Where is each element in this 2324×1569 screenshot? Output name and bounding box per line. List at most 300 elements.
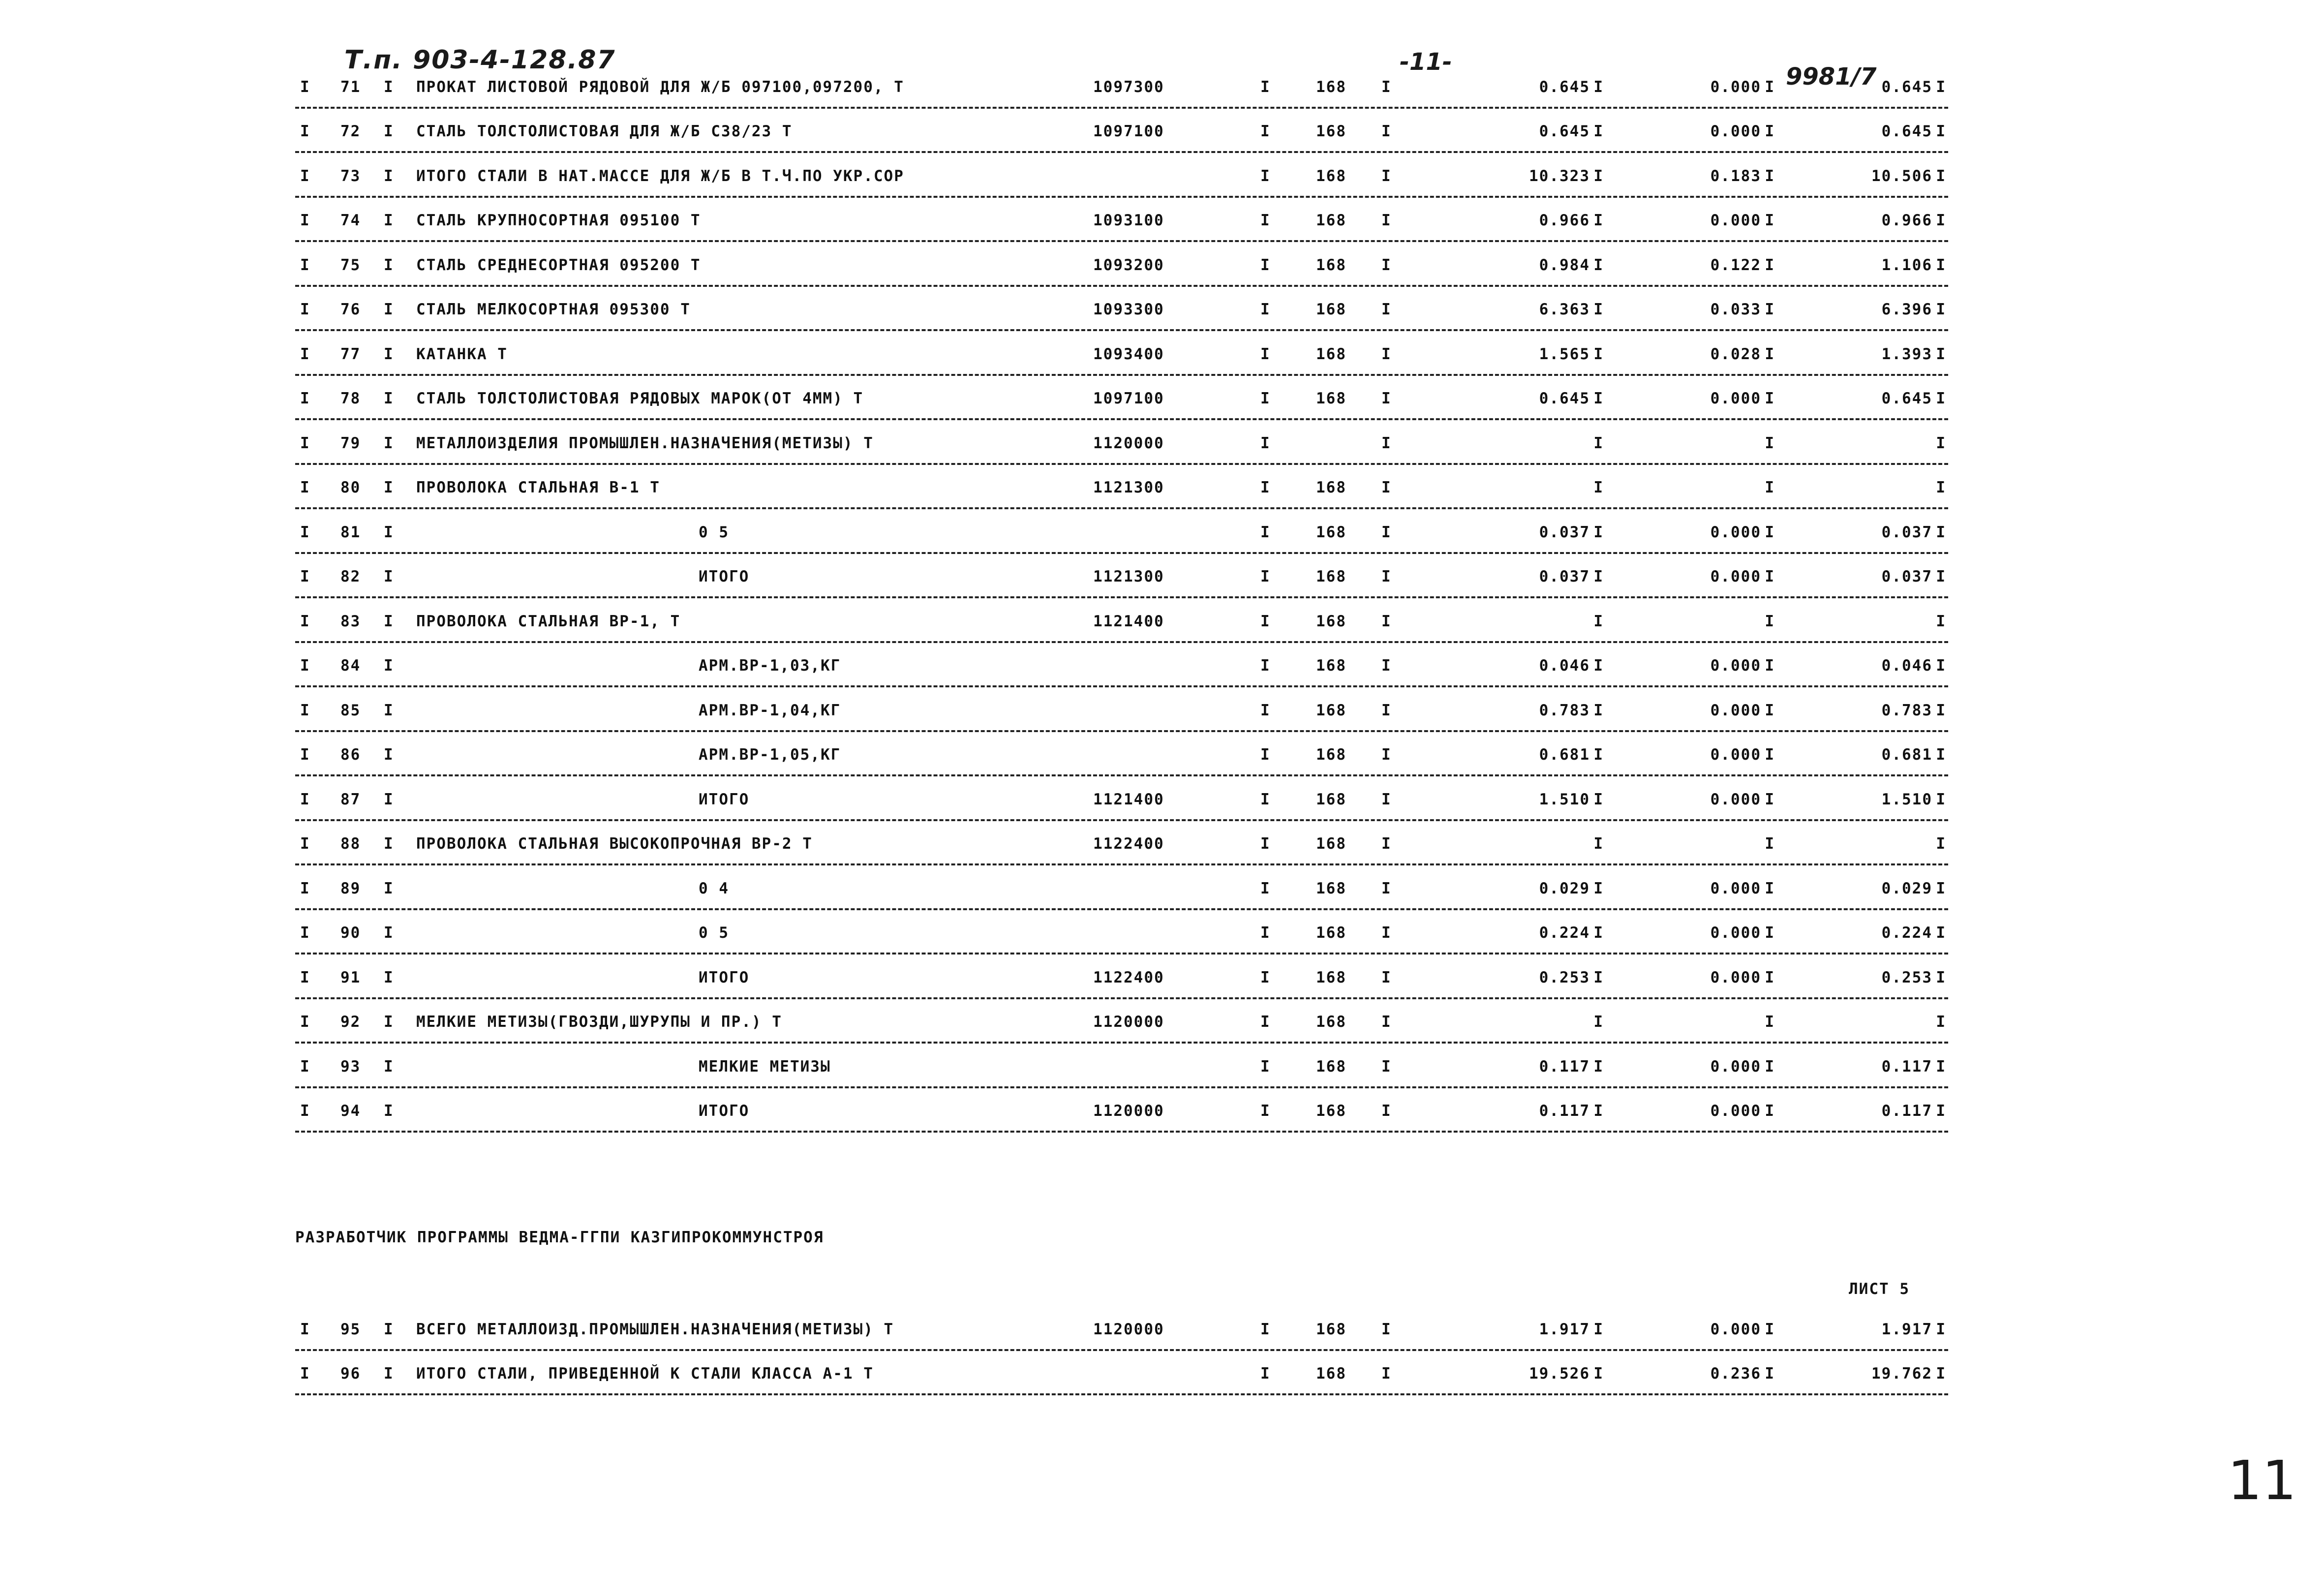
duration-value: 168 [1316,1365,1346,1383]
material-name: ИТОГО СТАЛИ В НАТ.МАССЕ ДЛЯ Ж/Б В Т.Ч.ПО УКР.СОР [416,167,904,185]
row-number: 74 [340,212,361,229]
column-separator: I [1765,835,1775,853]
quantity-extra: 0.236 [1710,1365,1761,1383]
column-separator: I [300,434,310,452]
column-separator: I [300,256,310,274]
row-number: 76 [340,301,361,318]
column-separator: I [300,479,310,496]
duration-value: 168 [1316,701,1346,719]
duration-value: 168 [1316,390,1346,407]
column-separator: I [1381,1013,1392,1031]
column-separator: I [1936,701,1946,719]
column-separator: I [1381,568,1392,585]
column-separator: I [1936,1013,1946,1031]
row-number: 80 [340,479,361,496]
column-separator: I [1765,1320,1775,1338]
column-separator: I [1260,523,1271,541]
table-row [295,776,1948,821]
column-separator: I [300,701,310,719]
table-row [295,109,1948,154]
column-separator: I [1593,345,1604,363]
column-separator: I [384,479,394,496]
table-row [295,999,1948,1044]
material-code: 1093300 [1093,301,1164,318]
material-code: 1120000 [1093,434,1164,452]
quantity-total: 0.029 [1881,879,1932,897]
row-number: 78 [340,390,361,407]
column-separator: I [1260,568,1271,585]
page-marker: -11- [1400,48,1452,76]
row-number: 75 [340,256,361,274]
quantity-extra: 0.028 [1710,345,1761,363]
quantity-extra: 0.000 [1710,968,1761,986]
column-separator: I [1260,612,1271,630]
table-row [295,687,1948,732]
row-number: 72 [340,123,361,140]
column-separator: I [300,657,310,675]
material-name: ИТОГО [699,1102,750,1120]
row-number: 92 [340,1013,361,1031]
column-separator: I [1593,1057,1604,1076]
column-separator: I [384,612,394,630]
column-separator: I [300,835,310,853]
row-number: 95 [340,1320,361,1338]
column-separator: I [1765,523,1775,541]
quantity-main: 0.037 [1539,568,1590,585]
column-separator: I [384,746,394,764]
column-separator: I [1765,78,1775,96]
table-row [295,509,1948,554]
column-separator: I [1381,434,1392,452]
material-code: 1120000 [1093,1102,1164,1120]
column-separator: I [1381,1102,1392,1120]
column-separator: I [1381,879,1392,897]
material-code: 1121300 [1093,479,1164,496]
column-separator: I [1381,123,1392,140]
quantity-extra: 0.000 [1710,523,1761,541]
material-name: СТАЛЬ ТОЛСТОЛИСТОВАЯ ДЛЯ Ж/Б С38/23 Т [416,123,793,140]
material-code: 1120000 [1093,1013,1164,1031]
quantity-total: 19.762 [1871,1365,1932,1383]
column-separator: I [1260,968,1271,986]
column-separator: I [1260,1057,1271,1076]
material-name: СТАЛЬ МЕЛКОСОРТНАЯ 095300 Т [416,301,691,318]
column-separator: I [1381,924,1392,942]
column-separator: I [384,968,394,986]
duration-value: 168 [1316,1057,1346,1076]
quantity-main: 0.117 [1539,1102,1590,1120]
column-separator: I [1765,256,1775,274]
material-name: ПРОВОЛОКА СТАЛЬНАЯ ВР-1, Т [416,612,681,630]
row-number: 86 [340,746,361,764]
column-separator: I [384,701,394,719]
quantity-extra: 0.000 [1710,746,1761,764]
column-separator: I [1381,345,1392,363]
column-separator: I [1260,212,1271,229]
column-separator: I [1936,1102,1946,1120]
materials-table-top [295,64,1948,1133]
column-separator: I [1381,78,1392,96]
duration-value: 168 [1316,879,1346,897]
material-code: 1121400 [1093,790,1164,808]
column-separator: I [1593,434,1604,452]
quantity-main: 10.323 [1529,167,1590,185]
quantity-total: 0.253 [1881,968,1932,986]
column-separator: I [1936,479,1946,496]
column-separator: I [1381,390,1392,407]
column-separator: I [1936,212,1946,229]
duration-value: 168 [1316,568,1346,585]
quantity-main: 1.565 [1539,345,1590,363]
quantity-total: 0.645 [1881,390,1932,407]
column-separator: I [300,968,310,986]
quantity-total: 0.224 [1881,924,1932,942]
quantity-total: 10.506 [1871,167,1932,185]
duration-value: 168 [1316,479,1346,496]
duration-value: 168 [1316,835,1346,853]
duration-value: 168 [1316,790,1346,808]
row-number: 79 [340,434,361,452]
row-number: 71 [340,78,361,96]
column-separator: I [1593,1320,1604,1338]
material-name: ИТОГО СТАЛИ, ПРИВЕДЕННОЙ К СТАЛИ КЛАССА А-1 Т [416,1365,874,1383]
material-code: 1122400 [1093,835,1164,853]
column-separator: I [1936,1320,1946,1338]
material-code: 1121300 [1093,568,1164,585]
quantity-main: 0.645 [1539,78,1590,96]
material-name: 0 4 [699,879,729,897]
column-separator: I [1260,479,1271,496]
column-separator: I [1936,835,1946,853]
duration-value: 168 [1316,301,1346,318]
column-separator: I [1936,924,1946,942]
column-separator: I [1936,345,1946,363]
quantity-total: 0.645 [1881,78,1932,96]
column-separator: I [1381,968,1392,986]
column-separator: I [300,1057,310,1076]
row-number: 91 [340,968,361,986]
column-separator: I [1260,790,1271,808]
row-number: 94 [340,1102,361,1120]
column-separator: I [1936,123,1946,140]
material-name: ИТОГО [699,568,750,585]
column-separator: I [1593,746,1604,764]
column-separator: I [1765,301,1775,318]
column-separator: I [1381,167,1392,185]
column-separator: I [1765,701,1775,719]
row-number: 96 [340,1365,361,1383]
quantity-main: 1.917 [1539,1320,1590,1338]
material-name: СТАЛЬ СРЕДНЕСОРТНАЯ 095200 Т [416,256,701,274]
column-separator: I [300,523,310,541]
column-separator: I [1765,790,1775,808]
material-code: 1097300 [1093,78,1164,96]
quantity-main: 0.224 [1539,924,1590,942]
column-separator: I [384,1320,394,1338]
column-separator: I [1381,301,1392,318]
row-number: 82 [340,568,361,585]
column-separator: I [1260,1102,1271,1120]
row-number: 83 [340,612,361,630]
column-separator: I [1260,924,1271,942]
column-separator: I [384,879,394,897]
column-separator: I [1593,123,1604,140]
quantity-main: 0.783 [1539,701,1590,719]
row-number: 87 [340,790,361,808]
column-separator: I [1381,256,1392,274]
quantity-main: 0.037 [1539,523,1590,541]
column-separator: I [1593,212,1604,229]
material-name: 0 5 [699,523,729,541]
duration-value: 168 [1316,523,1346,541]
column-separator: I [1593,256,1604,274]
column-separator: I [1260,879,1271,897]
column-separator: I [1593,612,1604,630]
column-separator: I [1593,835,1604,853]
table-row [295,643,1948,688]
table-row [295,1088,1948,1133]
material-name: АРМ.ВР-1,04,КГ [699,701,841,719]
column-separator: I [300,78,310,96]
column-separator: I [1381,523,1392,541]
column-separator: I [1936,1365,1946,1383]
material-name: ПРОКАТ ЛИСТОВОЙ РЯДОВОЙ ДЛЯ Ж/Б 097100,097200, Т [416,78,904,96]
handwritten-corner-mark: 11 [2228,1449,2296,1512]
column-separator: I [1593,479,1604,496]
column-separator: I [1593,879,1604,897]
column-separator: I [384,835,394,853]
table-row [295,376,1948,421]
material-name: СТАЛЬ КРУПНОСОРТНАЯ 095100 Т [416,212,701,229]
quantity-extra: 0.000 [1710,924,1761,942]
column-separator: I [1936,390,1946,407]
quantity-extra: 0.000 [1710,1102,1761,1120]
document-code: Т.п. 903-4-128.87 [344,45,616,75]
column-separator: I [1260,434,1271,452]
column-separator: I [384,657,394,675]
column-separator: I [1765,612,1775,630]
column-separator: I [384,568,394,585]
material-code: 1093200 [1093,256,1164,274]
material-code: 1120000 [1093,1320,1164,1338]
column-separator: I [1765,212,1775,229]
column-separator: I [1381,1365,1392,1383]
quantity-extra: 0.000 [1710,657,1761,675]
quantity-total: 0.783 [1881,701,1932,719]
material-name: СТАЛЬ ТОЛСТОЛИСТОВАЯ РЯДОВЫХ МАРОК(ОТ 4ММ) Т [416,390,864,407]
column-separator: I [384,1057,394,1076]
table-row [295,153,1948,198]
table-row [295,954,1948,999]
column-separator: I [300,1365,310,1383]
column-separator: I [1381,835,1392,853]
material-name: АРМ.ВР-1,03,КГ [699,657,841,675]
column-separator: I [1765,167,1775,185]
column-separator: I [1765,1013,1775,1031]
quantity-total: 0.681 [1881,746,1932,764]
quantity-main: 19.526 [1529,1365,1590,1383]
duration-value: 168 [1316,345,1346,363]
quantity-main: 0.984 [1539,256,1590,274]
column-separator: I [1593,924,1604,942]
column-separator: I [1593,390,1604,407]
duration-value: 168 [1316,968,1346,986]
column-separator: I [1260,123,1271,140]
table-row [295,465,1948,510]
duration-value: 168 [1316,657,1346,675]
column-separator: I [384,212,394,229]
column-separator: I [384,790,394,808]
material-name: КАТАНКА Т [416,345,508,363]
column-separator: I [1593,701,1604,719]
material-name: АРМ.ВР-1,05,КГ [699,746,841,764]
quantity-total: 0.117 [1881,1102,1932,1120]
table-row [295,910,1948,955]
table-row [295,420,1948,465]
table-row [295,331,1948,376]
column-separator: I [384,167,394,185]
duration-value: 168 [1316,1320,1346,1338]
duration-value: 168 [1316,123,1346,140]
table-row [295,242,1948,287]
column-separator: I [1936,790,1946,808]
column-separator: I [1936,1057,1946,1076]
column-separator: I [1260,345,1271,363]
column-separator: I [1260,256,1271,274]
column-separator: I [1936,167,1946,185]
column-separator: I [1765,1102,1775,1120]
quantity-extra: 0.000 [1710,1320,1761,1338]
duration-value: 168 [1316,78,1346,96]
column-separator: I [384,924,394,942]
column-separator: I [384,1365,394,1383]
column-separator: I [300,301,310,318]
column-separator: I [384,123,394,140]
table-row [295,1044,1948,1088]
duration-value: 168 [1316,924,1346,942]
column-separator: I [384,301,394,318]
quantity-extra: 0.000 [1710,701,1761,719]
column-separator: I [1593,657,1604,675]
material-name: ВСЕГО МЕТАЛЛОИЗД.ПРОМЫШЛЕН.НАЗНАЧЕНИЯ(МЕТИЗЫ) Т [416,1320,894,1338]
material-name: МЕЛКИЕ МЕТИЗЫ(ГВОЗДИ,ШУРУПЫ И ПР.) Т [416,1013,782,1031]
quantity-main: 0.253 [1539,968,1590,986]
column-separator: I [300,345,310,363]
quantity-total: 1.917 [1881,1320,1932,1338]
quantity-main: 1.510 [1539,790,1590,808]
sheet-reference: 9981/7 [1786,63,1877,91]
table-row [295,821,1948,866]
column-separator: I [1260,835,1271,853]
material-name: 0 5 [699,924,729,942]
material-code: 1093400 [1093,345,1164,363]
column-separator: I [1593,523,1604,541]
column-separator: I [1765,746,1775,764]
duration-value: 168 [1316,167,1346,185]
column-separator: I [1936,301,1946,318]
column-separator: I [384,1013,394,1031]
quantity-main: 0.117 [1539,1057,1590,1076]
table-row [295,865,1948,910]
column-separator: I [1260,1320,1271,1338]
materials-table-bottom [295,1306,1948,1395]
column-separator: I [1593,1013,1604,1031]
quantity-extra: 0.000 [1710,78,1761,96]
quantity-total: 0.037 [1881,523,1932,541]
row-number: 88 [340,835,361,853]
duration-value: 168 [1316,1013,1346,1031]
column-separator: I [1260,301,1271,318]
column-separator: I [1381,1320,1392,1338]
column-separator: I [1593,167,1604,185]
column-separator: I [300,568,310,585]
column-separator: I [300,746,310,764]
quantity-total: 0.966 [1881,212,1932,229]
column-separator: I [1936,568,1946,585]
duration-value: 168 [1316,746,1346,764]
quantity-total: 0.645 [1881,123,1932,140]
column-separator: I [384,345,394,363]
column-separator: I [1765,879,1775,897]
column-separator: I [384,434,394,452]
column-separator: I [1593,1102,1604,1120]
table-row [295,1306,1948,1351]
quantity-extra: 0.183 [1710,167,1761,185]
quantity-extra: 0.000 [1710,568,1761,585]
column-separator: I [300,167,310,185]
material-name: ИТОГО [699,968,750,986]
duration-value: 168 [1316,256,1346,274]
quantity-total: 1.510 [1881,790,1932,808]
column-separator: I [384,1102,394,1120]
material-code: 1121400 [1093,612,1164,630]
column-separator: I [1381,212,1392,229]
column-separator: I [1381,790,1392,808]
column-separator: I [1765,568,1775,585]
column-separator: I [1936,78,1946,96]
column-separator: I [1593,78,1604,96]
column-separator: I [1765,345,1775,363]
column-separator: I [300,924,310,942]
column-separator: I [1765,1365,1775,1383]
material-name: ПРОВОЛОКА СТАЛЬНАЯ ВЫСОКОПРОЧНАЯ ВР-2 Т [416,835,813,853]
column-separator: I [1381,612,1392,630]
quantity-total: 6.396 [1881,301,1932,318]
quantity-extra: 0.000 [1710,1057,1761,1076]
material-code: 1122400 [1093,968,1164,986]
column-separator: I [1593,301,1604,318]
column-separator: I [1260,167,1271,185]
column-separator: I [1381,479,1392,496]
column-separator: I [1260,78,1271,96]
column-separator: I [1765,1057,1775,1076]
column-separator: I [300,790,310,808]
duration-value: 168 [1316,1102,1346,1120]
quantity-extra: 0.122 [1710,256,1761,274]
column-separator: I [1260,746,1271,764]
column-separator: I [300,212,310,229]
quantity-total: 0.117 [1881,1057,1932,1076]
column-separator: I [1381,746,1392,764]
column-separator: I [1936,968,1946,986]
table-row [295,287,1948,332]
quantity-extra: 0.000 [1710,790,1761,808]
column-separator: I [1936,657,1946,675]
column-separator: I [300,612,310,630]
column-separator: I [1765,479,1775,496]
sheet-number: ЛИСТ 5 [1849,1280,1910,1298]
row-number: 93 [340,1057,361,1076]
